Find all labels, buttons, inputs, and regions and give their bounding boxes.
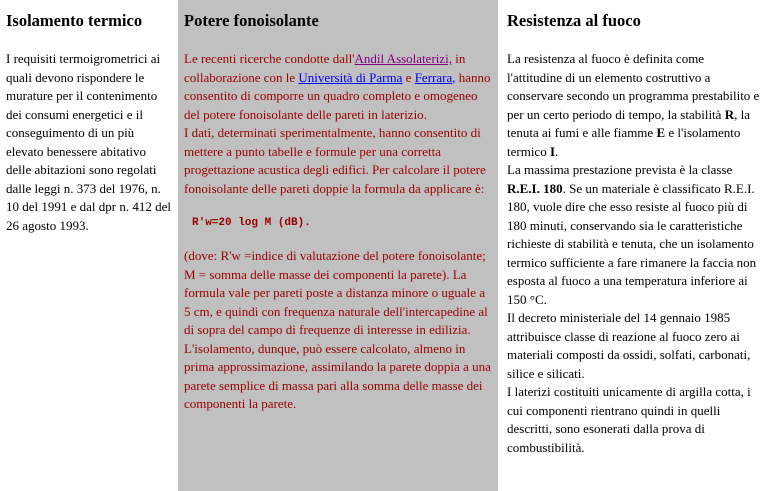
heading-isolamento-termico: Isolamento termico [6,11,143,30]
bold-i: I [549,143,556,159]
text-fragment: . [555,143,559,159]
link-universita-parma[interactable]: Università di Parma [298,69,403,85]
text-fragment: e l'isolamento termico [507,125,741,159]
text-fragment: , la tenuta ai fumi e alle fiamme [507,106,750,140]
formula: R'w=20 log M (dB). [192,217,311,229]
text-fragment: e [402,69,415,85]
bold-rei-180: R.E.I. 180 [507,180,563,196]
bold-r: R [724,106,735,122]
paragraph-rei [507,161,762,309]
link-andil-assolaterizi[interactable]: Andil Assolaterizi, [354,51,453,66]
heading-potere-fonoisolante: Potere fonoisolante [184,11,319,30]
text-fragment: La massima prestazione prevista è la classe [507,162,733,177]
paragraph-dati: I dati, determinati sperimentalmente, hanno consentito di mettere a punto tabelle e formule per una corretta progettazione acustica degli edifici. Per calcolare il potere fonoisolante delle pareti doppie la formula da applicare è: [184,125,486,196]
column-resistenza-fuoco [500,0,766,491]
paragraph-decreto: Il decreto ministeriale del 14 gennaio 1985 attribuisce classe di reazione al fuoco zero ai materiali composti da ossidi, solfati, carbonati, silice e silicati. [507,310,751,381]
link-ferrara[interactable]: Ferrara, [414,69,456,85]
heading-resistenza-fuoco: Resistenza al fuoco [507,11,641,30]
paragraph-definizione [507,50,762,161]
text-fragment: Le recenti ricerche condotte dall' [184,51,355,66]
column-potere-fonoisolante [178,0,498,491]
text-fragment: in collaborazione con le [184,51,466,85]
paragraph-ricerche [184,50,492,124]
text-fragment: . Se un materiale è classificato R.E.I. 180, vuole dire che esso resiste al fuoco più di 180 minuti, conservando sia le caratteristiche richieste di stabilità e tenuta, che un isolamento termico sufficiente a fare rimanere la faccia non esposta al fuoco a una temperatura inferiore ai 150 °C. [507,180,757,307]
paragraph-laterizi: I laterizi costituiti unicamente di argilla cotta, i cui componenti rientrano quindi in quelli descritti, sono esonerati dalla prova di combustibilità. [507,384,751,455]
text-fragment: La resistenza al fuoco è definita come l'attitudine di un elemento costruttivo a conservare secondo un programma prestabilito e per un certo periodo di tempo, la stabilità [507,51,760,122]
paragraph-dove: (dove: R'w =indice di valutazione del potere fonoisolante; M = somma delle masse dei componenti la parete). La formula vale per pareti poste a distanza minore o uguale a 5 cm, e quindi con frequenza naturale dell'intercapedine al di sopra del campo di frequenze di interesse in edilizia. L'isolamento, dunque, può essere calcolato, almeno in prima approssimazione, assimilando la parete doppia a una parete semplice di massa pari alla somma delle masse dei componenti la parete. [184,248,491,411]
text-isolamento-termico: I requisiti termoigrometrici ai quali devono rispondere le murature per il contenimento dei consumi energetici e il conseguimento di un più elevato benessere abitativo delle abitazioni sono regolati dalle leggi n. 373 del 1976, n. 10 del 1991 e dal dpr n. 412 del 26 agosto 1993. [6,51,171,233]
column-isolamento-termico [0,0,176,491]
bold-e: E [656,125,666,140]
text-fragment: hanno consentito di comporre un quadro completo e omogeneo del potere fonoisolante delle pareti in laterizio. [184,69,491,122]
